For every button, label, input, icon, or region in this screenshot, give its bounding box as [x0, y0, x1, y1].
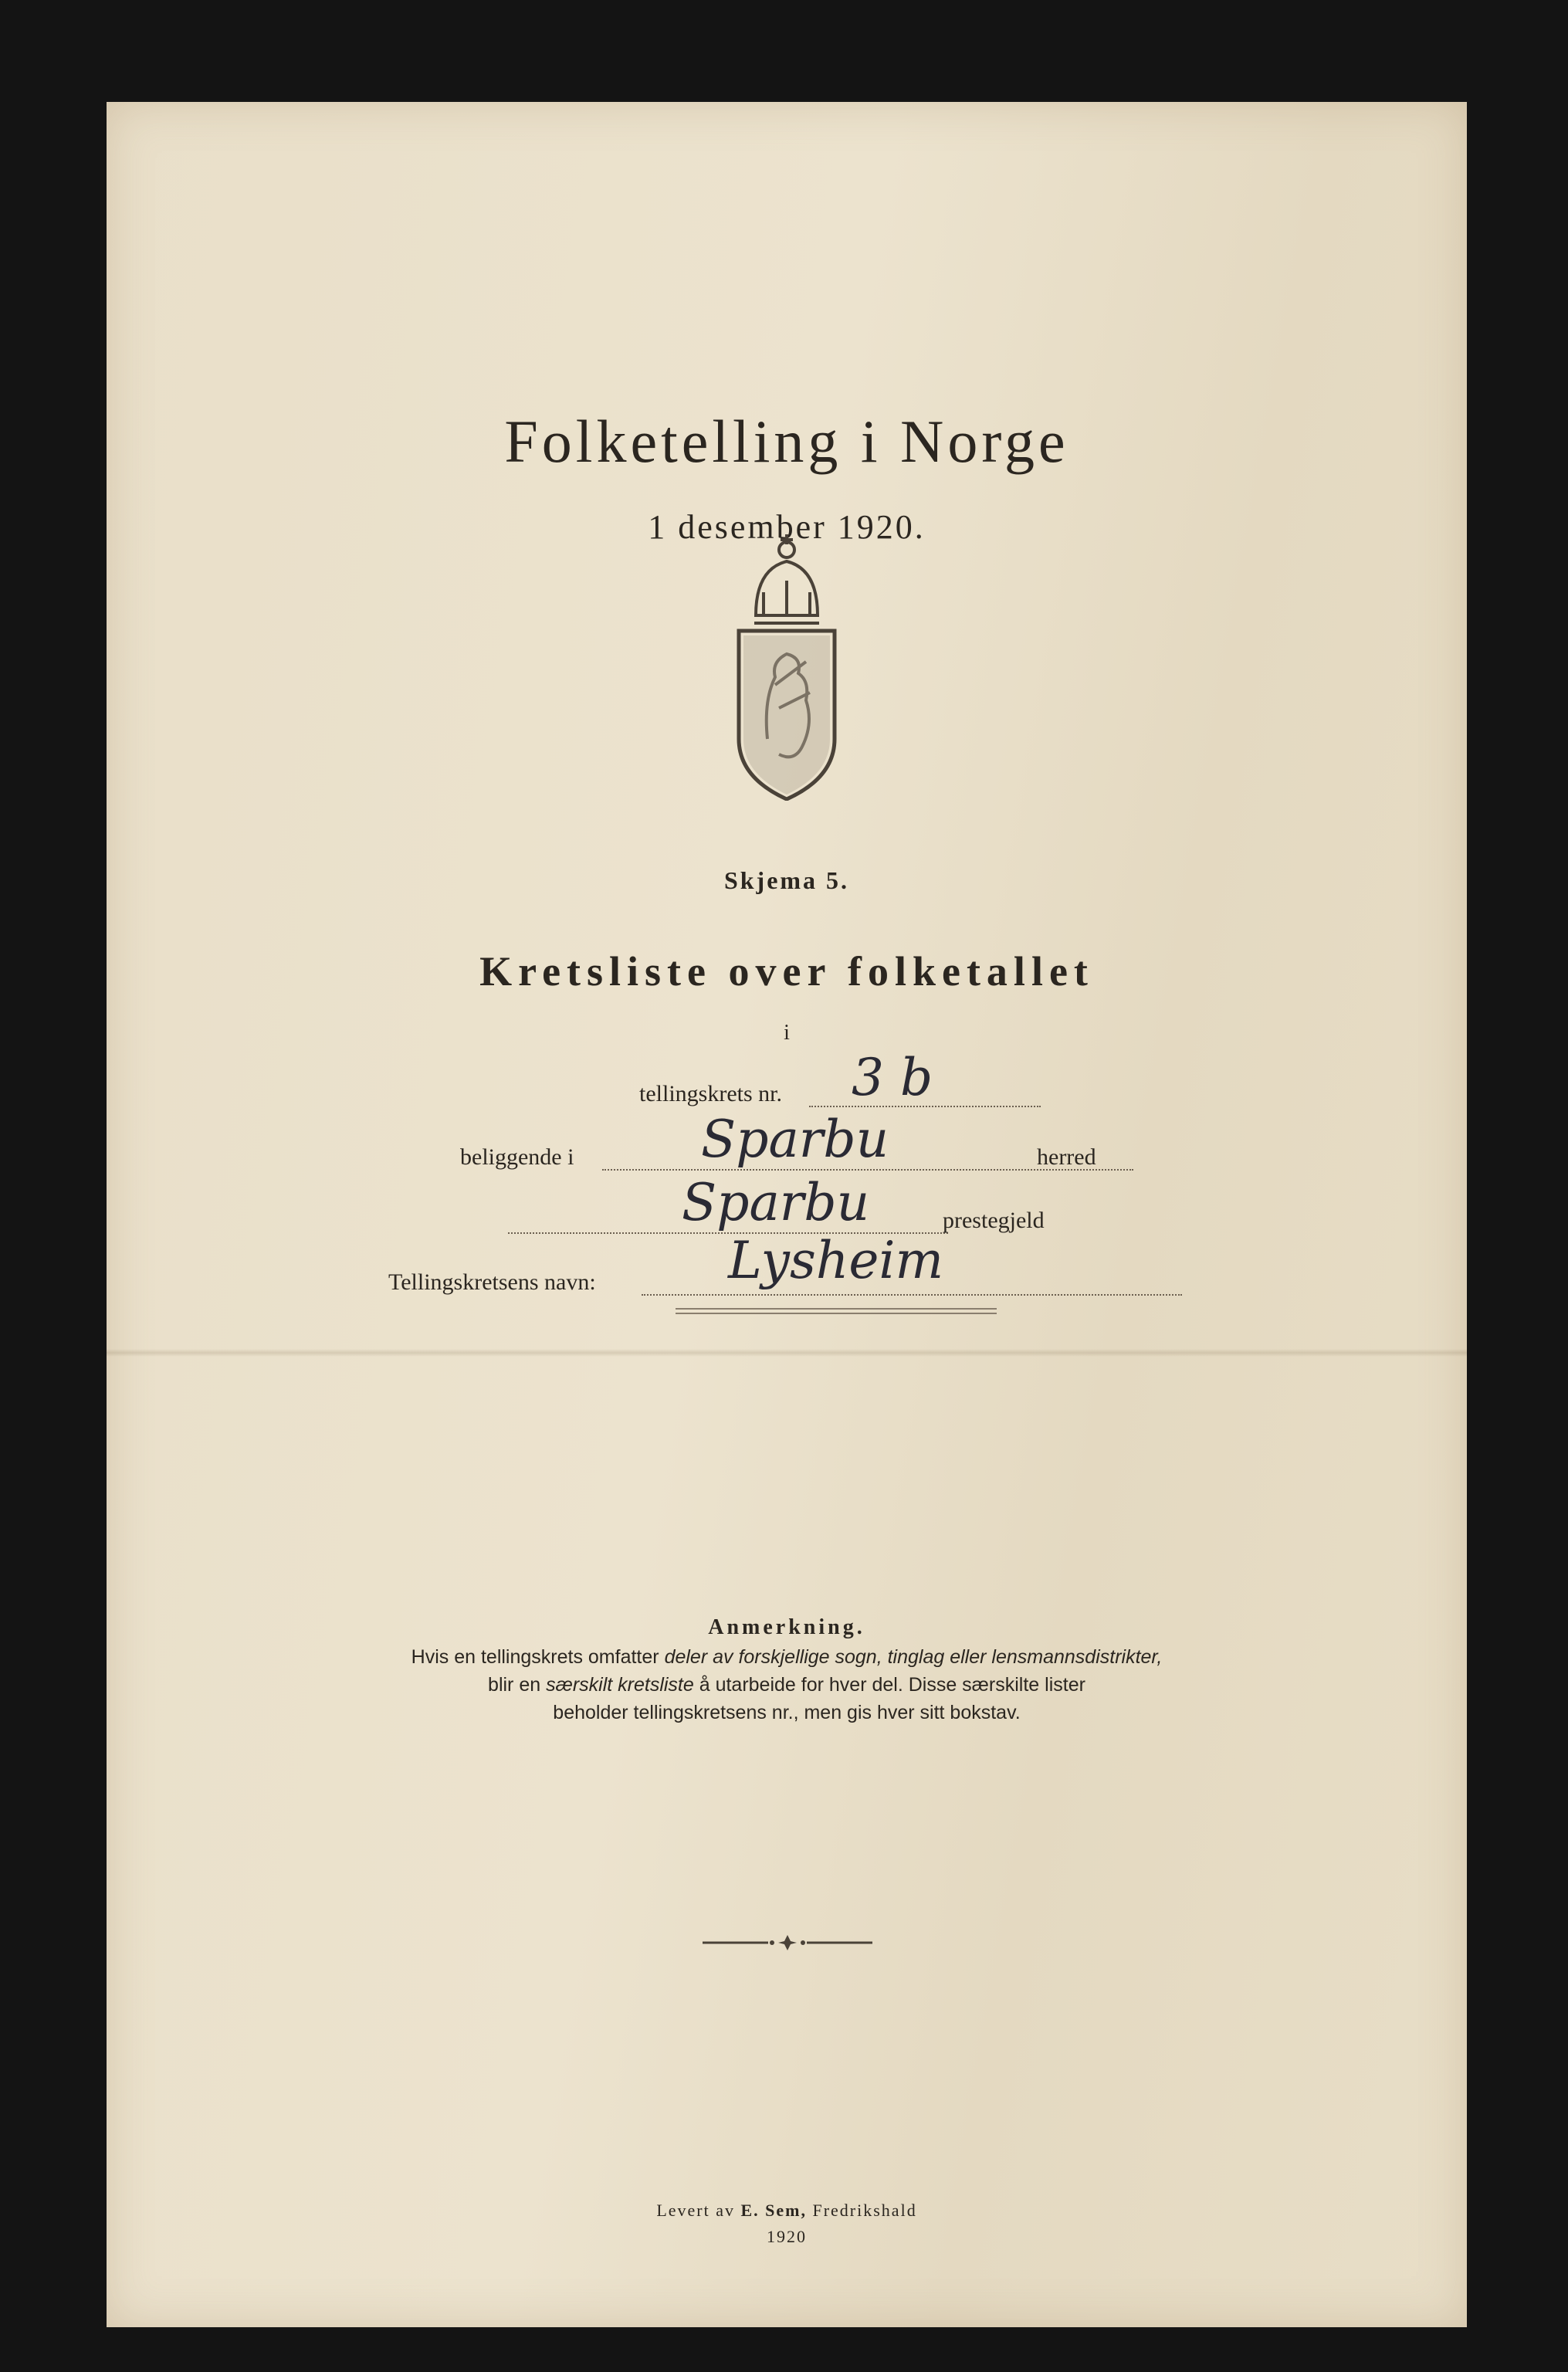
note-line-2-italic: særskilt kretsliste: [546, 1674, 694, 1696]
note-line-1-start: Hvis en tellingskrets omfatter: [411, 1646, 665, 1668]
decorative-divider-icon: [695, 1933, 880, 1952]
herred-value: Sparbu: [701, 1110, 889, 1169]
section-divider: [676, 1308, 997, 1310]
section-divider-second: [676, 1313, 997, 1314]
beliggende-label: beliggende i: [460, 1144, 574, 1170]
connector-word: i: [784, 1021, 790, 1045]
krets-name-value: Lysheim: [728, 1231, 944, 1290]
note-line-3: beholder tellingskretsens nr., men gis hver sitt bokstav.: [553, 1702, 1021, 1723]
krets-name-label: Tellingskretsens navn:: [388, 1269, 596, 1295]
note-title: Anmerkning.: [708, 1615, 865, 1639]
census-date: 1 desember 1920.: [648, 508, 926, 546]
printer-name: E. Sem,: [740, 2201, 807, 2220]
prestegjeld-label: prestegjeld: [943, 1208, 1045, 1233]
herred-label: herred: [1037, 1144, 1096, 1170]
prestegjeld-value: Sparbu: [682, 1173, 870, 1232]
census-form-page: [107, 102, 1467, 2327]
note-line-1: [300, 1646, 1274, 1669]
printer-credit: [107, 2201, 1467, 2221]
krets-name-field[interactable]: [642, 1293, 1182, 1296]
norwegian-coat-of-arms-icon: [733, 507, 841, 801]
krets-number-value: 3 b: [852, 1048, 933, 1107]
note-line-1-italic: deler av forskjellige sogn, tinglag eller lensmannsdistrikter,: [664, 1646, 1163, 1668]
note-line-2: [300, 1674, 1274, 1696]
printer-prefix: Levert av: [656, 2201, 741, 2220]
paper-fold: [107, 1349, 1467, 1357]
krets-number-label: tellingskrets nr.: [639, 1081, 782, 1106]
note-line-2-start: blir en: [488, 1674, 547, 1696]
print-year: 1920: [767, 2227, 807, 2246]
printer-place: Fredrikshald: [806, 2201, 917, 2220]
note-line-2-end: å utarbeide for hver del. Disse særskilte lister: [693, 1674, 1085, 1696]
page-title: Folketelling i Norge: [504, 408, 1069, 475]
schema-number: Skjema 5.: [723, 866, 850, 894]
form-heading: Kretsliste over folketallet: [479, 948, 1094, 995]
